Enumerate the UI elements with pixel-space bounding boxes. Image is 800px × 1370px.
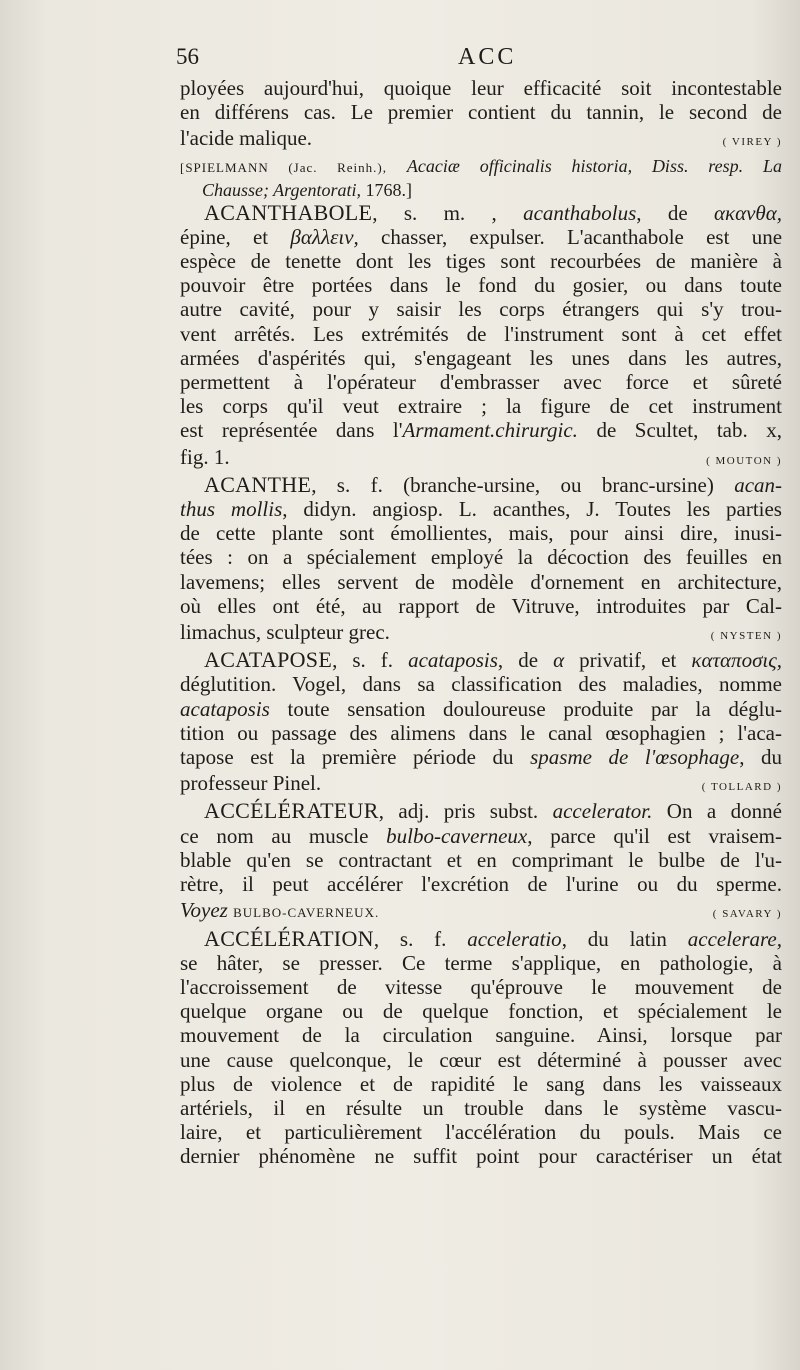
intro-paragraph [180, 76, 782, 155]
text-line: une cause quelconque, le cœur est déterminé à pousser avec [180, 1047, 782, 1072]
text-line: ACANTHE, s. f. (branche-ursine, ou branc-ursine) acan- [204, 471, 783, 497]
text-line: autre cavité, pour y saisir les corps étrangers qui s'y trou- [180, 297, 782, 322]
text-line: professeur Pinel. [180, 771, 322, 796]
bibliography-year: 1768.] [365, 179, 413, 200]
text-line: lavemens; elles servent de modèle d'ornement en architecture, [180, 569, 782, 594]
entry-acceleration [180, 927, 782, 1169]
text-line: quelque organe ou de quelque fonction, et spécialement le [180, 999, 782, 1024]
text-line: pouvoir être portées dans le fond du gosier, ou dans toute [180, 273, 782, 298]
greek-word: καταποσις, [691, 648, 783, 673]
text-line: mouvement de la circulation sanguine. Ainsi, lorsque par [180, 1023, 782, 1048]
text-line: limachus, sculpteur grec. [180, 620, 390, 645]
entry-acatapose [180, 648, 782, 799]
entry-accelerateur [180, 799, 782, 926]
text-line: ce nom au muscle bulbo-caverneux, parce qu'il est vraisem- [180, 823, 783, 848]
running-head: ACC [458, 44, 517, 70]
text-line: armées d'aspérités qui, s'engageant les unes dans les autres, [180, 345, 782, 370]
signature-line [180, 769, 782, 799]
greek-word: ακανθα, [713, 200, 783, 225]
page-number: 56 [176, 44, 199, 69]
headword: ACANTHE [204, 471, 312, 497]
text-line: ACANTHABOLE, s. m. , acanthabolus, de ακανθα, [204, 199, 783, 225]
bibliography-author: [SPIELMANN (Jac. Reinh.), [180, 159, 387, 175]
headword: ACCÉLÉRATEUR [204, 798, 379, 824]
text-line [180, 155, 782, 179]
bibliography-place: Chausse; Argentorati, [202, 179, 362, 200]
author-signature: ( MOUTON ) [706, 454, 782, 467]
text-line: l'accroissement de vitesse qu'éprouve le mouvement de [180, 974, 782, 999]
text-line: l'acide malique. [180, 126, 313, 151]
text-line: de cette plante sont émollientes, mais, pour ainsi dire, inusi- [180, 521, 782, 546]
headword: ACATAPOSE [204, 647, 333, 673]
text-line: ACATAPOSE, s. f. acataposis, de α privatif, et καταποσις, [204, 647, 783, 673]
cross-reference: BULBO-CAVERNEUX. [233, 905, 380, 921]
headword: ACANTHABOLE [204, 199, 373, 225]
text-line: les corps qu'il veut extraire ; la figure de cet instrument [180, 394, 782, 419]
text-line: thus mollis, didyn. angiosp. L. acanthes, J. Toutes les parties [180, 497, 782, 522]
text-line: permettent à l'opérateur d'embrasser avec force et sûreté [180, 370, 782, 395]
entry-acanthabole [180, 201, 782, 473]
text-line: plus de violence et de rapidité le sang dans les vaisseaux [180, 1071, 782, 1096]
page-body [180, 76, 782, 1169]
headword: ACCÉLÉRATION [204, 925, 374, 951]
text-line: ACCÉLÉRATEUR, adj. pris subst. accelerator. On a donné [204, 798, 783, 824]
signature-line [180, 443, 782, 473]
bibliography-reference [180, 155, 782, 201]
text-line: Voyez BULBO-CAVERNEUX. [180, 898, 380, 923]
text-line: déglutition. Vogel, dans sa classification des maladies, nomme [180, 672, 782, 697]
text-line: tition ou passage des alimens dans le canal œsophagien ; l'aca- [180, 720, 782, 745]
text-line: artériels, il en résulte un trouble dans le système vascu- [180, 1095, 782, 1120]
text-line: blable qu'en se contractant et en comprimant le bulbe de l'u- [180, 847, 782, 872]
author-signature: ( VIREY ) [722, 136, 782, 149]
text-line: ACCÉLÉRATION, s. f. acceleratio, du latin accelerare, [204, 925, 783, 951]
greek-word: α [553, 648, 565, 673]
author-signature: ( NYSTEN ) [710, 630, 782, 643]
text-line: tées : on a spécialement employé la décoction des feuilles en [180, 545, 782, 570]
bibliography-title: Acaciæ officinalis historia, [406, 155, 633, 176]
text-line: fig. 1. [180, 444, 230, 469]
text-line: acataposis toute sensation douloureuse produite par la déglu- [180, 696, 783, 721]
greek-word: βαλλειν, [290, 224, 359, 249]
signature-line [180, 124, 782, 154]
text-line: épine, et βαλλειν, chasser, expulser. L'acanthabole est une [180, 224, 783, 249]
text-line: dernier phénomène ne suffit point pour caractériser un état [180, 1144, 782, 1169]
bibliography-diss: Diss. resp. La [651, 155, 782, 176]
text-line [180, 179, 782, 201]
signature-line [180, 618, 782, 648]
text-line: tapose est la première période du spasme de l'œsophage, du [180, 745, 783, 770]
entry-acanthe [180, 473, 782, 648]
text-line: ployées aujourd'hui, quoique leur efficacité soit incontestable [180, 76, 782, 100]
text-line: espèce de tenette dont les tiges sont recourbées de manière à [180, 249, 782, 274]
text-line: rètre, il peut accélérer l'excrétion de l'urine ou du sperme. [180, 872, 782, 897]
author-signature: ( SAVARY ) [712, 908, 782, 921]
text-line: où elles ont été, au rapport de Vitruve, introduites par Cal- [180, 593, 782, 618]
author-signature: ( TOLLARD ) [701, 781, 782, 794]
text-line: laire, et particulièrement l'accélération du pouls. Mais ce [180, 1120, 782, 1145]
text-line: est représentée dans l'Armament.chirurgic. de Scultet, tab. x, [180, 418, 782, 443]
signature-line [180, 896, 782, 926]
text-line: vent arrêtés. Les extrémités de l'instrument sont à cet effet [180, 321, 782, 346]
text-line: se hâter, se presser. Ce terme s'applique, en pathologie, à [180, 950, 782, 975]
text-line: en différens cas. Le premier contient du tannin, le second de [180, 100, 782, 125]
page-header [176, 44, 786, 76]
